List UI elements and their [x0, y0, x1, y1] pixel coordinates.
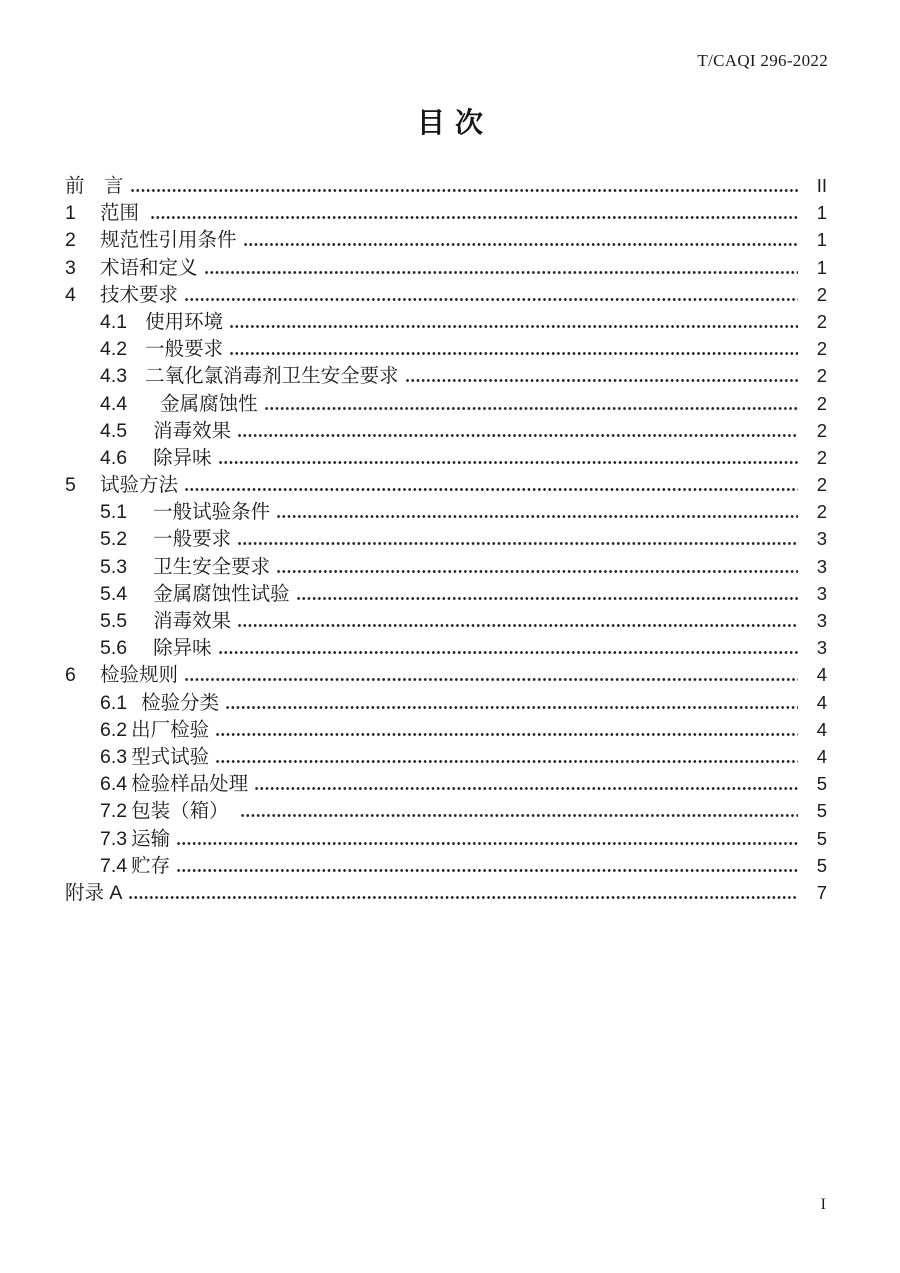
toc-row — [65, 471, 827, 498]
toc-entry-title: 规范性引用条件 — [100, 229, 237, 252]
toc-entry-page: 3 — [816, 610, 827, 631]
dot-leader — [215, 760, 798, 763]
toc-entry-number: 4.6 — [100, 446, 128, 469]
toc-entry-title: 二氧化氯消毒剂卫生安全要求 — [145, 365, 399, 388]
toc-entry-page: 2 — [816, 446, 827, 468]
toc-entry-page: 2 — [816, 392, 827, 414]
toc-entry-title: 检验规则 — [100, 664, 179, 687]
toc-entry-title: 除异味 — [153, 637, 212, 660]
toc-entry-title: 附录 A — [65, 881, 123, 904]
dot-leader — [218, 461, 798, 464]
dot-leader — [237, 434, 798, 437]
toc-entry-page: 2 — [816, 283, 827, 305]
dot-leader — [276, 515, 798, 518]
dot-leader — [229, 325, 798, 328]
toc-entry-number: 4.2 — [100, 338, 128, 361]
toc-row — [65, 281, 827, 308]
toc-row — [65, 825, 827, 852]
dot-leader — [128, 896, 798, 899]
toc-entry-page: 1 — [816, 229, 827, 251]
toc-entry-title: 一般试验条件 — [153, 501, 271, 524]
dot-leader — [264, 407, 798, 410]
toc-entry-number: 5.5 — [100, 610, 128, 632]
toc-entry-title: 消毒效果 — [153, 419, 232, 442]
toc-entry-page: 4 — [816, 745, 827, 767]
toc-row — [65, 580, 827, 607]
toc-row — [65, 362, 827, 389]
toc-entry-page: 1 — [816, 202, 827, 224]
toc-entry-page: 4 — [816, 718, 827, 740]
dot-leader — [176, 842, 798, 845]
toc-entry-title: 包装（箱） — [131, 800, 235, 823]
toc-entry-title: 术语和定义 — [100, 256, 198, 279]
toc-entry-page: 1 — [816, 256, 827, 278]
dot-leader — [240, 814, 798, 817]
toc-entry-title: 使用环境 — [145, 310, 224, 333]
toc-entry-number: 6.1 — [100, 691, 128, 714]
dot-leader — [243, 243, 798, 246]
toc-row — [65, 226, 827, 253]
toc-row — [65, 607, 827, 634]
toc-entry-page: 5 — [816, 854, 827, 876]
toc-entry-title: 检验样品处理 — [131, 773, 249, 796]
toc-entry-number: 7.2 — [100, 800, 128, 823]
toc-row — [65, 852, 827, 879]
toc-entry-page: 2 — [816, 310, 827, 332]
toc-entry-page: 2 — [816, 501, 827, 523]
toc-entry-number: 4.5 — [100, 419, 128, 442]
toc-row — [65, 634, 827, 661]
dot-leader — [150, 216, 798, 219]
toc-entry-title: 贮存 — [131, 854, 171, 877]
dot-leader — [237, 624, 798, 627]
toc-entry-page: 5 — [816, 773, 827, 795]
toc-row — [65, 417, 827, 444]
toc-entry-number: 4 — [65, 283, 76, 306]
toc-entry-number: 6.2 — [100, 718, 128, 741]
toc-row — [65, 689, 827, 716]
toc-entry-page: 3 — [816, 582, 827, 604]
toc-row — [65, 879, 827, 906]
toc-entry-title: 一般要求 — [153, 528, 232, 551]
toc-row — [65, 308, 827, 335]
toc-entry-page: 7 — [816, 881, 827, 903]
toc-entry-number: 7.4 — [100, 854, 128, 877]
toc-entry-number: 4.4 — [100, 392, 128, 415]
toc-row — [65, 770, 827, 797]
toc-row — [65, 525, 827, 552]
toc-row — [65, 254, 827, 281]
toc-row — [65, 553, 827, 580]
toc-row — [65, 498, 827, 525]
toc-entry-title: 试验方法 — [100, 474, 179, 497]
dot-leader — [204, 271, 798, 274]
toc-entry-page: 5 — [816, 827, 827, 849]
toc-entry-number: 6.3 — [100, 745, 128, 768]
toc-row — [65, 335, 827, 362]
toc-entry-title: 检验分类 — [141, 691, 220, 714]
dot-leader — [276, 570, 798, 573]
toc-entry-number: 5.1 — [100, 501, 128, 524]
dot-leader — [229, 352, 798, 355]
toc-entry-title: 金属腐蚀性 — [160, 392, 258, 415]
toc-entry-page: 3 — [816, 555, 827, 577]
toc-entry-number: 1 — [65, 202, 76, 225]
toc-entry-number: 4.1 — [100, 310, 128, 333]
dot-leader — [296, 597, 798, 600]
toc-entry-page: 3 — [816, 528, 827, 550]
toc-entry-title: 消毒效果 — [153, 610, 232, 632]
footer-page-number: I — [820, 1196, 826, 1213]
toc-entry-page: 2 — [816, 474, 827, 496]
toc-entry-number: 5.3 — [100, 555, 128, 578]
toc-entry-number: 6 — [65, 664, 76, 687]
toc-entry-title: 卫生安全要求 — [153, 555, 271, 578]
toc-entry-title: 范围 — [100, 202, 145, 225]
toc-entry-number: 5 — [65, 474, 76, 497]
dot-leader — [184, 488, 798, 491]
toc-entry-number: 5.2 — [100, 528, 128, 551]
toc-entry-page: 2 — [816, 419, 827, 441]
toc-row — [65, 797, 827, 824]
dot-leader — [184, 678, 798, 681]
dot-leader — [405, 379, 798, 382]
dot-leader — [184, 298, 798, 301]
toc-entry-number: 6.4 — [100, 773, 128, 796]
toc-entry-title: 除异味 — [153, 446, 212, 469]
toc-entry-title: 一般要求 — [145, 338, 224, 361]
dot-leader — [176, 869, 798, 872]
toc-entry-page: 2 — [816, 365, 827, 387]
toc-row — [65, 199, 827, 226]
toc-entry-title: 金属腐蚀性试验 — [153, 582, 290, 605]
toc-list — [65, 172, 827, 906]
toc-entry-number: 3 — [65, 256, 76, 279]
toc-row — [65, 716, 827, 743]
dot-leader — [254, 787, 798, 790]
dot-leader — [215, 733, 798, 736]
toc-row — [65, 444, 827, 471]
toc-row — [65, 172, 827, 199]
toc-entry-page: II — [816, 175, 827, 196]
toc-row — [65, 390, 827, 417]
standard-number-header: T/CAQI 296-2022 — [697, 51, 828, 70]
dot-leader — [237, 542, 798, 545]
toc-entry-page: 5 — [816, 800, 827, 822]
toc-entry-title: 前 言 — [65, 175, 124, 197]
toc-entry-title: 出厂检验 — [131, 718, 210, 741]
toc-entry-number: 2 — [65, 229, 76, 252]
page-title: 目次 — [416, 107, 493, 138]
toc-row — [65, 743, 827, 770]
toc-entry-page: 3 — [816, 637, 827, 659]
toc-entry-page: 2 — [816, 338, 827, 360]
toc-entry-number: 7.3 — [100, 827, 128, 850]
dot-leader — [218, 651, 798, 654]
dot-leader — [130, 189, 798, 192]
dot-leader — [225, 706, 798, 709]
toc-entry-title: 型式试验 — [131, 745, 210, 768]
toc-entry-page: 4 — [816, 664, 827, 686]
toc-entry-page: 4 — [816, 691, 827, 713]
toc-entry-title: 运输 — [131, 827, 171, 850]
toc-row — [65, 661, 827, 688]
toc-entry-number: 4.3 — [100, 365, 128, 388]
toc-entry-number: 5.6 — [100, 637, 128, 660]
toc-entry-number: 5.4 — [100, 582, 128, 605]
toc-entry-title: 技术要求 — [100, 283, 179, 306]
